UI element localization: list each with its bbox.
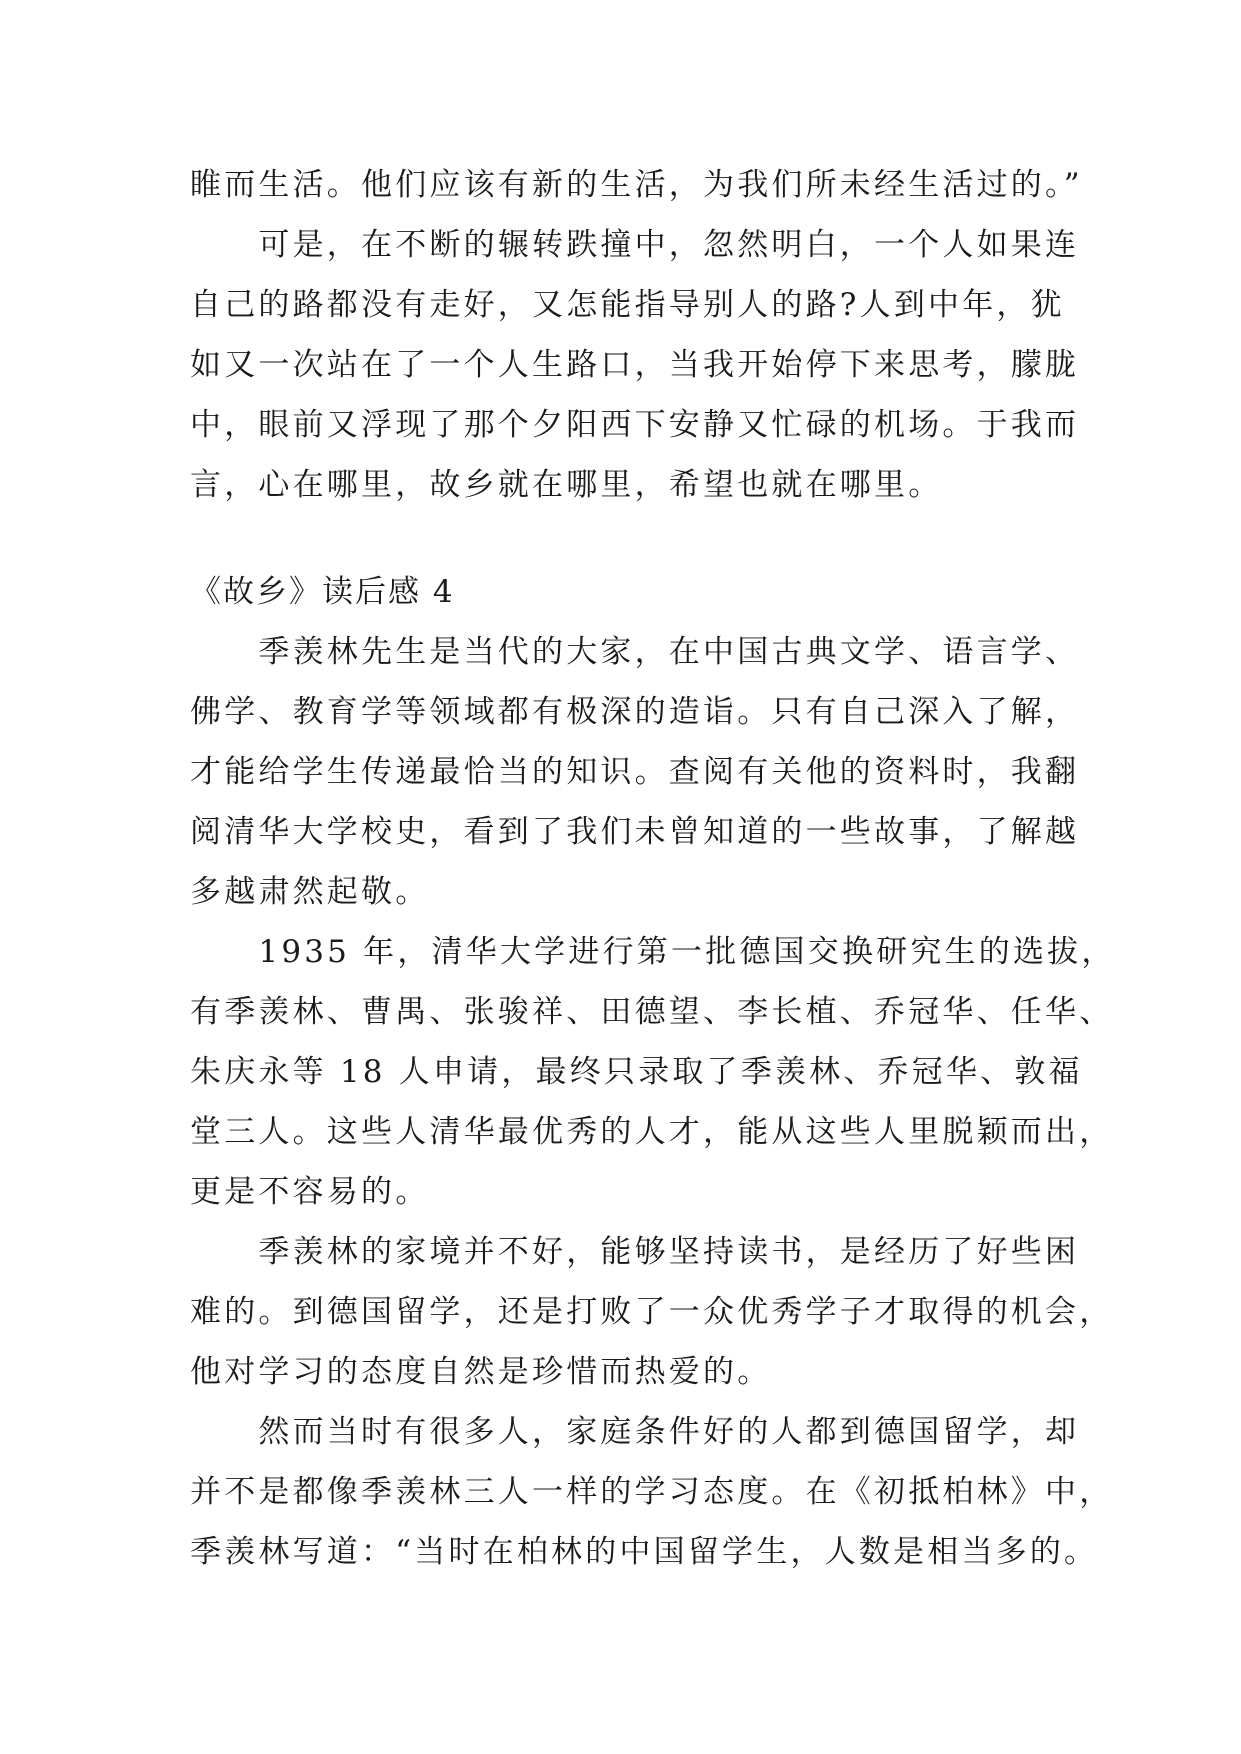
text-line: 他对学习的态度自然是珍惜而热爱的。 [190,1354,772,1390]
text-line: 有季羡林、曹禺、张骏祥、田德望、李长植、乔冠华、任华、 [190,994,1114,1030]
text-line: 难的。到德国留学，还是打败了一众优秀学子才取得的机会， [190,1294,1114,1330]
text-line: 朱庆永等 18 人申请，最终只录取了季羡林、乔冠华、敦福 [190,1054,1083,1090]
text-line: 阅清华大学校史，看到了我们未曾知道的一些故事，了解越 [190,814,1080,850]
text-line: 季羡林先生是当代的大家，在中国古典文学、语言学、 [190,634,1080,670]
text-line: 多越肃然起敬。 [190,874,430,910]
paragraph-block-top [190,155,1083,515]
text-line: 更是不容易的。 [190,1174,430,1210]
text-line: 然而当时有很多人，家庭条件好的人都到德国留学，却 [190,1414,1080,1450]
text-line: 中，眼前又浮现了那个夕阳西下安静又忙碌的机场。于我而 [190,407,1080,443]
text-line: 1935 年，清华大学进行第一批德国交换研究生的选拔， [190,934,1116,970]
text-line: 如又一次站在了一个人生路口，当我开始停下来思考，朦胧 [190,347,1080,383]
text-line: 并不是都像季羡林三人一样的学习态度。在《初抵柏林》中， [190,1474,1114,1510]
paragraph-block-main [190,622,1116,1582]
section-heading: 《故乡》读后感 4 [190,574,455,610]
text-line: 自己的路都没有走好，又怎能指导别人的路?人到中年，犹 [190,287,1065,323]
text-line: 言，心在哪里，故乡就在哪里，希望也就在哪里。 [190,467,943,503]
text-line: 才能给学生传递最恰当的知识。查阅有关他的资料时，我翻 [190,754,1080,790]
text-line: 季羡林写道：“当时在柏林的中国留学生，人数是相当多的。 [190,1534,1099,1570]
text-line: 季羡林的家境并不好，能够坚持读书，是经历了好些困 [190,1234,1080,1270]
text-line: 佛学、教育学等领域都有极深的造诣。只有自己深入了解， [190,694,1080,730]
text-line: 可是，在不断的辗转跌撞中，忽然明白，一个人如果连 [190,227,1080,263]
text-line: 睢而生活。他们应该有新的生活，为我们所未经生活过的。” [190,167,1083,203]
text-line: 堂三人。这些人清华最优秀的人才，能从这些人里脱颖而出， [190,1114,1114,1150]
